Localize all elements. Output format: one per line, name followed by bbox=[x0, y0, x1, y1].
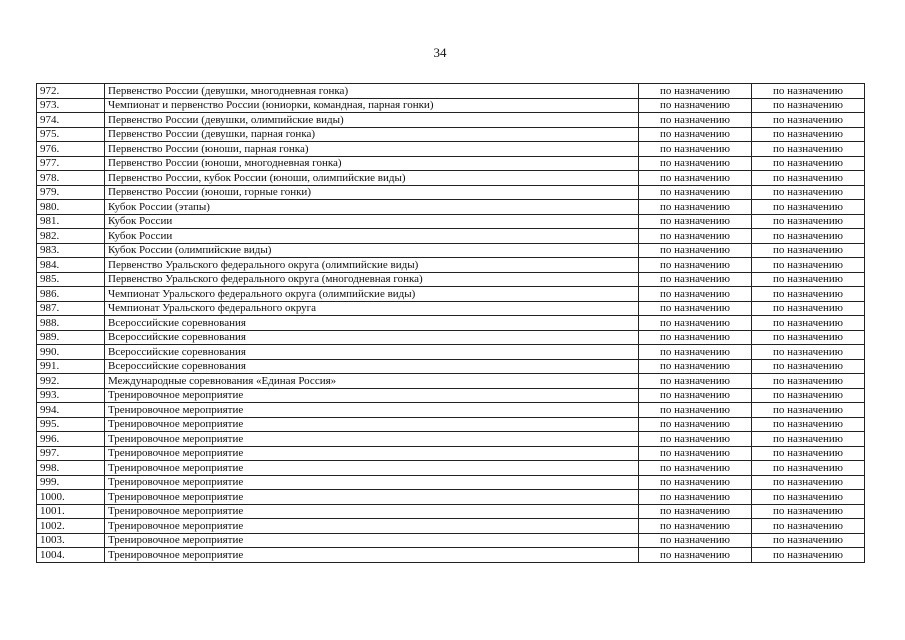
location-cell: по назначению bbox=[752, 432, 865, 447]
date-cell: по назначению bbox=[639, 519, 752, 534]
row-number-cell: 975. bbox=[37, 127, 105, 142]
location-cell: по назначению bbox=[752, 403, 865, 418]
event-name-cell: Тренировочное мероприятие bbox=[105, 475, 639, 490]
row-number-cell: 972. bbox=[37, 84, 105, 99]
location-cell: по назначению bbox=[752, 243, 865, 258]
location-cell: по назначению bbox=[752, 200, 865, 215]
table-row bbox=[37, 316, 865, 331]
row-number-cell: 981. bbox=[37, 214, 105, 229]
location-cell: по назначению bbox=[752, 316, 865, 331]
date-cell: по назначению bbox=[639, 388, 752, 403]
table-row bbox=[37, 156, 865, 171]
date-cell: по назначению bbox=[639, 504, 752, 519]
location-cell: по назначению bbox=[752, 258, 865, 273]
location-cell: по назначению bbox=[752, 330, 865, 345]
table-row bbox=[37, 142, 865, 157]
table-row bbox=[37, 98, 865, 113]
location-cell: по назначению bbox=[752, 287, 865, 302]
event-name-cell: Тренировочное мероприятие bbox=[105, 490, 639, 505]
row-number-cell: 991. bbox=[37, 359, 105, 374]
row-number-cell: 1003. bbox=[37, 533, 105, 548]
event-name-cell: Первенство России, кубок России (юноши, олимпийские виды) bbox=[105, 171, 639, 186]
table-row bbox=[37, 403, 865, 418]
table-row bbox=[37, 84, 865, 99]
date-cell: по назначению bbox=[639, 533, 752, 548]
location-cell: по назначению bbox=[752, 417, 865, 432]
row-number-cell: 988. bbox=[37, 316, 105, 331]
date-cell: по назначению bbox=[639, 84, 752, 99]
table-row bbox=[37, 432, 865, 447]
event-name-cell: Тренировочное мероприятие bbox=[105, 461, 639, 476]
date-cell: по назначению bbox=[639, 171, 752, 186]
date-cell: по назначению bbox=[639, 345, 752, 360]
date-cell: по назначению bbox=[639, 490, 752, 505]
location-cell: по назначению bbox=[752, 533, 865, 548]
row-number-cell: 1004. bbox=[37, 548, 105, 563]
table-row bbox=[37, 171, 865, 186]
date-cell: по назначению bbox=[639, 301, 752, 316]
date-cell: по назначению bbox=[639, 374, 752, 389]
table-row bbox=[37, 258, 865, 273]
row-number-cell: 990. bbox=[37, 345, 105, 360]
table-row bbox=[37, 287, 865, 302]
date-cell: по назначению bbox=[639, 258, 752, 273]
event-name-cell: Всероссийские соревнования bbox=[105, 330, 639, 345]
table-row bbox=[37, 359, 865, 374]
table-row bbox=[37, 519, 865, 534]
event-name-cell: Кубок России bbox=[105, 214, 639, 229]
row-number-cell: 987. bbox=[37, 301, 105, 316]
date-cell: по назначению bbox=[639, 359, 752, 374]
event-name-cell: Тренировочное мероприятие bbox=[105, 446, 639, 461]
table-row bbox=[37, 417, 865, 432]
event-name-cell: Первенство России (девушки, парная гонка) bbox=[105, 127, 639, 142]
location-cell: по назначению bbox=[752, 504, 865, 519]
events-table-body bbox=[37, 84, 865, 563]
table-row bbox=[37, 446, 865, 461]
date-cell: по назначению bbox=[639, 98, 752, 113]
event-name-cell: Первенство России (девушки, олимпийские виды) bbox=[105, 113, 639, 128]
event-name-cell: Всероссийские соревнования bbox=[105, 345, 639, 360]
location-cell: по назначению bbox=[752, 548, 865, 563]
date-cell: по назначению bbox=[639, 243, 752, 258]
event-name-cell: Первенство России (юноши, многодневная гонка) bbox=[105, 156, 639, 171]
date-cell: по назначению bbox=[639, 142, 752, 157]
event-name-cell: Тренировочное мероприятие bbox=[105, 519, 639, 534]
table-row bbox=[37, 475, 865, 490]
location-cell: по назначению bbox=[752, 490, 865, 505]
event-name-cell: Первенство Уральского федерального округа (многодневная гонка) bbox=[105, 272, 639, 287]
event-name-cell: Международные соревнования «Единая Россия» bbox=[105, 374, 639, 389]
row-number-cell: 984. bbox=[37, 258, 105, 273]
date-cell: по назначению bbox=[639, 432, 752, 447]
row-number-cell: 980. bbox=[37, 200, 105, 215]
table-row bbox=[37, 345, 865, 360]
table-row bbox=[37, 243, 865, 258]
location-cell: по назначению bbox=[752, 475, 865, 490]
date-cell: по назначению bbox=[639, 185, 752, 200]
table-row bbox=[37, 461, 865, 476]
row-number-cell: 993. bbox=[37, 388, 105, 403]
table-row bbox=[37, 113, 865, 128]
table-row bbox=[37, 330, 865, 345]
location-cell: по назначению bbox=[752, 156, 865, 171]
event-name-cell: Тренировочное мероприятие bbox=[105, 417, 639, 432]
event-name-cell: Первенство России (юноши, горные гонки) bbox=[105, 185, 639, 200]
event-name-cell: Тренировочное мероприятие bbox=[105, 432, 639, 447]
table-row bbox=[37, 200, 865, 215]
event-name-cell: Кубок России (этапы) bbox=[105, 200, 639, 215]
location-cell: по назначению bbox=[752, 446, 865, 461]
event-name-cell: Первенство России (юноши, парная гонка) bbox=[105, 142, 639, 157]
table-row bbox=[37, 214, 865, 229]
row-number-cell: 976. bbox=[37, 142, 105, 157]
location-cell: по назначению bbox=[752, 229, 865, 244]
row-number-cell: 978. bbox=[37, 171, 105, 186]
date-cell: по назначению bbox=[639, 417, 752, 432]
date-cell: по назначению bbox=[639, 316, 752, 331]
table-row bbox=[37, 127, 865, 142]
location-cell: по назначению bbox=[752, 359, 865, 374]
location-cell: по назначению bbox=[752, 461, 865, 476]
date-cell: по назначению bbox=[639, 272, 752, 287]
row-number-cell: 986. bbox=[37, 287, 105, 302]
event-name-cell: Всероссийские соревнования bbox=[105, 316, 639, 331]
events-table bbox=[36, 83, 865, 563]
row-number-cell: 979. bbox=[37, 185, 105, 200]
row-number-cell: 998. bbox=[37, 461, 105, 476]
row-number-cell: 982. bbox=[37, 229, 105, 244]
table-row bbox=[37, 490, 865, 505]
row-number-cell: 1000. bbox=[37, 490, 105, 505]
event-name-cell: Чемпионат и первенство России (юниорки, командная, парная гонки) bbox=[105, 98, 639, 113]
location-cell: по назначению bbox=[752, 374, 865, 389]
event-name-cell: Кубок России bbox=[105, 229, 639, 244]
location-cell: по назначению bbox=[752, 98, 865, 113]
date-cell: по назначению bbox=[639, 403, 752, 418]
row-number-cell: 997. bbox=[37, 446, 105, 461]
event-name-cell: Тренировочное мероприятие bbox=[105, 504, 639, 519]
location-cell: по назначению bbox=[752, 301, 865, 316]
row-number-cell: 1002. bbox=[37, 519, 105, 534]
table-row bbox=[37, 533, 865, 548]
row-number-cell: 989. bbox=[37, 330, 105, 345]
event-name-cell: Первенство России (девушки, многодневная гонка) bbox=[105, 84, 639, 99]
row-number-cell: 974. bbox=[37, 113, 105, 128]
row-number-cell: 1001. bbox=[37, 504, 105, 519]
row-number-cell: 992. bbox=[37, 374, 105, 389]
date-cell: по назначению bbox=[639, 156, 752, 171]
date-cell: по назначению bbox=[639, 548, 752, 563]
location-cell: по назначению bbox=[752, 171, 865, 186]
location-cell: по назначению bbox=[752, 142, 865, 157]
date-cell: по назначению bbox=[639, 113, 752, 128]
event-name-cell: Первенство Уральского федерального округа (олимпийские виды) bbox=[105, 258, 639, 273]
row-number-cell: 995. bbox=[37, 417, 105, 432]
event-name-cell: Чемпионат Уральского федерального округа (олимпийские виды) bbox=[105, 287, 639, 302]
location-cell: по назначению bbox=[752, 127, 865, 142]
table-row bbox=[37, 504, 865, 519]
date-cell: по назначению bbox=[639, 461, 752, 476]
row-number-cell: 999. bbox=[37, 475, 105, 490]
location-cell: по назначению bbox=[752, 519, 865, 534]
table-row bbox=[37, 229, 865, 244]
row-number-cell: 994. bbox=[37, 403, 105, 418]
date-cell: по назначению bbox=[639, 446, 752, 461]
row-number-cell: 985. bbox=[37, 272, 105, 287]
location-cell: по назначению bbox=[752, 345, 865, 360]
row-number-cell: 983. bbox=[37, 243, 105, 258]
table-row bbox=[37, 388, 865, 403]
location-cell: по назначению bbox=[752, 185, 865, 200]
date-cell: по назначению bbox=[639, 287, 752, 302]
location-cell: по назначению bbox=[752, 388, 865, 403]
event-name-cell: Тренировочное мероприятие bbox=[105, 533, 639, 548]
table-row bbox=[37, 548, 865, 563]
location-cell: по назначению bbox=[752, 272, 865, 287]
event-name-cell: Кубок России (олимпийские виды) bbox=[105, 243, 639, 258]
page-number: 34 bbox=[433, 45, 447, 60]
date-cell: по назначению bbox=[639, 127, 752, 142]
date-cell: по назначению bbox=[639, 475, 752, 490]
event-name-cell: Всероссийские соревнования bbox=[105, 359, 639, 374]
date-cell: по назначению bbox=[639, 214, 752, 229]
table-row bbox=[37, 301, 865, 316]
table-row bbox=[37, 374, 865, 389]
row-number-cell: 977. bbox=[37, 156, 105, 171]
location-cell: по назначению bbox=[752, 84, 865, 99]
location-cell: по назначению bbox=[752, 113, 865, 128]
table-row bbox=[37, 185, 865, 200]
table-row bbox=[37, 272, 865, 287]
event-name-cell: Чемпионат Уральского федерального округа bbox=[105, 301, 639, 316]
date-cell: по назначению bbox=[639, 200, 752, 215]
row-number-cell: 996. bbox=[37, 432, 105, 447]
row-number-cell: 973. bbox=[37, 98, 105, 113]
event-name-cell: Тренировочное мероприятие bbox=[105, 388, 639, 403]
date-cell: по назначению bbox=[639, 330, 752, 345]
location-cell: по назначению bbox=[752, 214, 865, 229]
event-name-cell: Тренировочное мероприятие bbox=[105, 403, 639, 418]
date-cell: по назначению bbox=[639, 229, 752, 244]
event-name-cell: Тренировочное мероприятие bbox=[105, 548, 639, 563]
